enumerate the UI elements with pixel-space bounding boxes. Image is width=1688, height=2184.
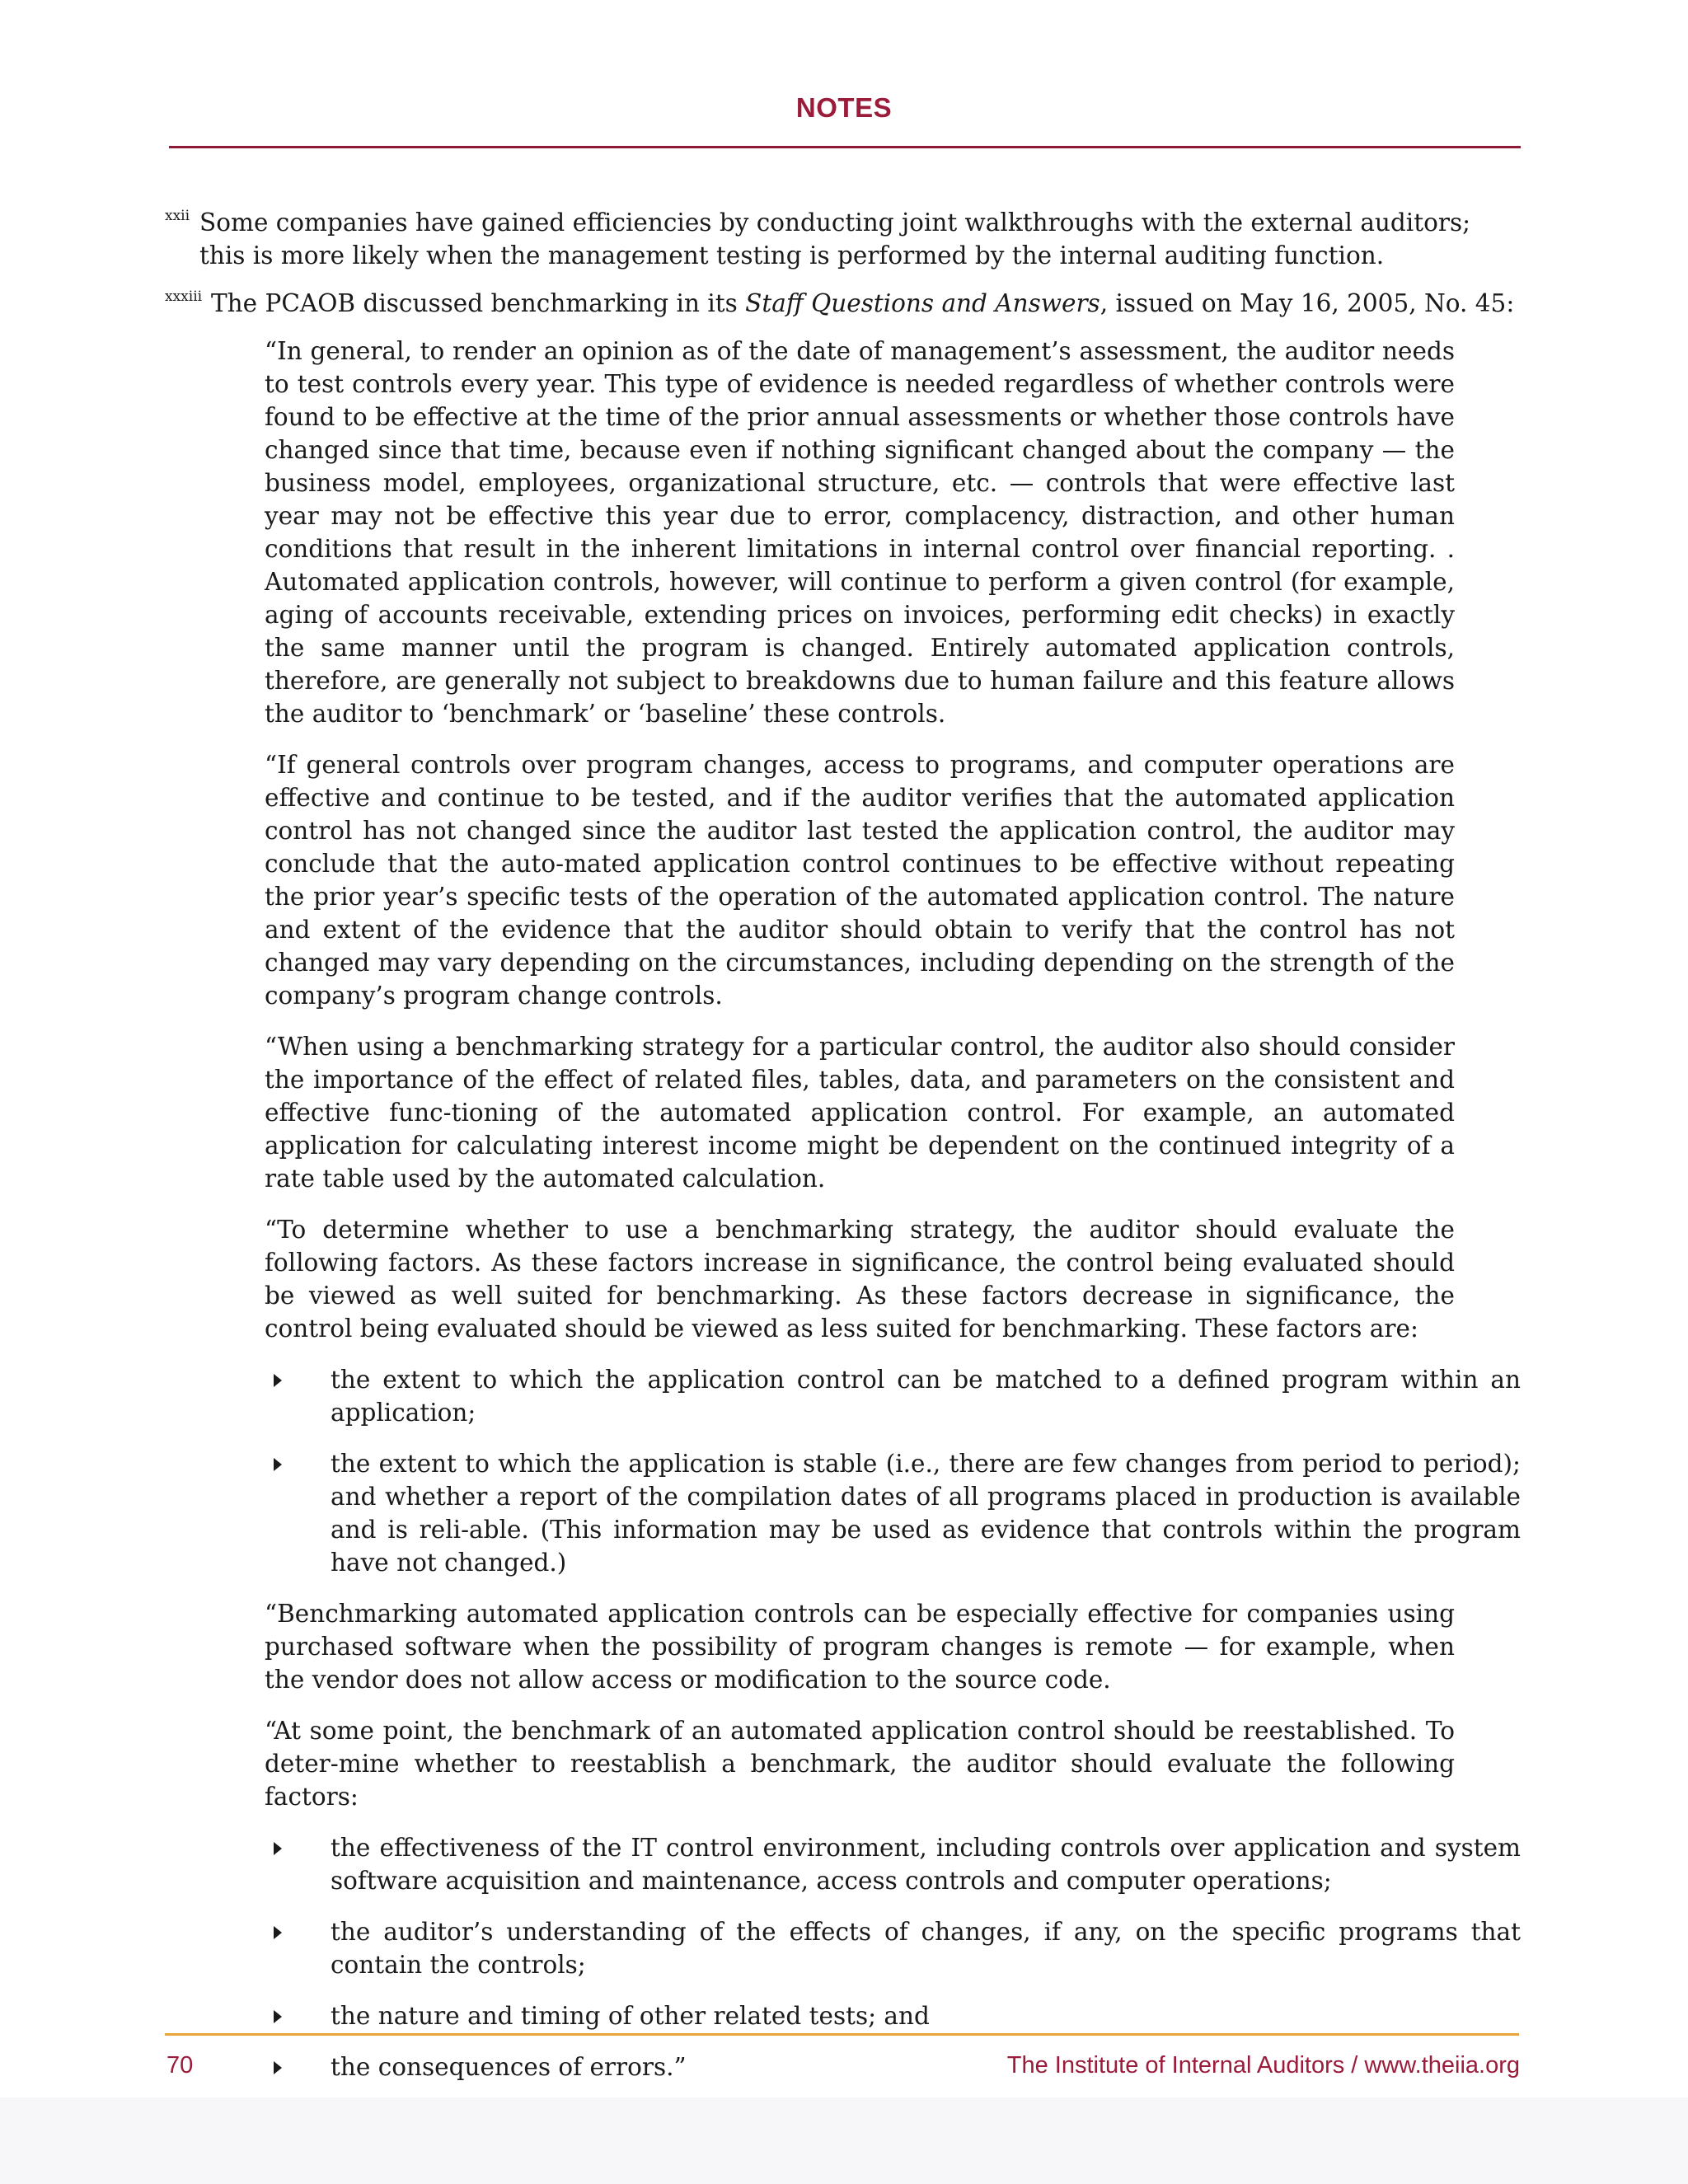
publication-title: Staff Questions and Answers [745,289,1100,317]
header-divider [169,146,1521,148]
quote-paragraph: “If general controls over program changes, access to programs, and computer operations are effective and continue to be tested, and if the auditor verifies that the automated application control has not changed since the auditor last tested the application control, the auditor may conclude that the auto-mated application control continues to be effective without repeating the prior year’s specific tests of the operation of the automated application control. The nature and extent of the evidence that the auditor should obtain to verify that the control has not changed may vary depending on the circumstances, including depending on the strength of the company’s program change controls. [265,751,1455,1010]
quote-paragraph: “Benchmarking automated application controls can be especially effective for companies using purchased software when the possibility of program changes is remote — for example, when the vendor does not allow access or modification to the source code. [265,1600,1455,1694]
list-item [265,1999,1521,2032]
reestablish-factors-list [265,1831,1521,2083]
page-title: NOTES [795,92,893,123]
triangle-bullet-icon [274,1926,282,1939]
triangle-bullet-icon [274,1842,282,1855]
list-item [265,1447,1521,1579]
list-item [265,1831,1521,1897]
footer-divider [165,2033,1519,2036]
note-xxii [165,206,1521,272]
list-item-text: the extent to which the application control can be matched to a defined program within an application; [331,1366,1521,1427]
note-xxxiii [165,287,1521,320]
quote-paragraph: “In general, to render an opinion as of the date of management’s assessment, the auditor needs to test controls every year. This type of evidence is needed regardless of whether controls were found to be effective at the time of the prior annual assessments or whether those controls have changed since that time, because even if nothing significant changed about the company — the business model, employees, organizational structure, etc. — controls that were effective last year may not be effective this year due to error, complacency, distraction, and other human conditions that result in the inherent limitations in internal control over financial reporting. . Automated application controls, however, will continue to perform a given control (for example, aging of accounts receivable, extending prices on invoices, performing edit checks) in exactly the same manner until the program is changed. Entirely automated application controls, therefore, are generally not subject to breakdowns due to human failure and this feature allows the auditor to ‘benchmark’ or ‘baseline’ these controls. [265,337,1455,728]
triangle-bullet-icon [274,1458,282,1471]
note-text [165,287,1521,320]
pcaob-quote [265,335,1521,2083]
footer-source: The Institute of Internal Auditors / www.theiia.org [1006,2052,1520,2079]
triangle-bullet-icon [274,2061,282,2074]
list-item-text: the nature and timing of other related tests; and [331,2002,930,2030]
list-item [265,1363,1521,1429]
note-text-before: The PCAOB discussed benchmarking in its [211,289,746,317]
triangle-bullet-icon [274,1374,282,1387]
note-marker: xxxiii [165,288,203,305]
list-item-text: the consequences of errors.” [331,2053,687,2081]
note-marker: xxii [165,208,190,224]
list-item [265,1915,1521,1981]
list-item-text: the effectiveness of the IT control environment, including controls over application and system software acquisition and maintenance, access controls and computer operations; [331,1834,1521,1895]
note-text-after: , issued on May 16, 2005, No. 45: [1100,289,1515,317]
page-number: 70 [166,2052,194,2079]
bottom-margin [0,2097,1688,2184]
benchmark-factors-list [265,1363,1521,1579]
quote-paragraph: “When using a benchmarking strategy for a particular control, the auditor also should consider the importance of the effect of related files, tables, data, and parameters on the consistent and effective func-tioning of the automated application control. For example, an automated application for calculating interest income might be dependent on the continued integrity of a rate table used by the automated calculation. [265,1033,1455,1193]
note-text: Some companies have gained efficiencies by conducting joint walkthroughs with the external auditors; this is more likely when the management testing is performed by the internal auditing function. [199,209,1471,269]
notes-content [165,206,1521,2102]
quote-paragraph: “To determine whether to use a benchmarking strategy, the auditor should evaluate the following factors. As these factors increase in significance, the control being evaluated should be viewed as well suited for benchmarking. As these factors decrease in significance, the control being evaluated should be viewed as less suited for benchmarking. These factors are: [265,1216,1455,1343]
triangle-bullet-icon [274,2010,282,2023]
list-item-text: the auditor’s understanding of the effects of changes, if any, on the specific programs that contain the controls; [331,1918,1521,1979]
quote-paragraph: “At some point, the benchmark of an automated application control should be reestablished. To deter-mine whether to reestablish a benchmark, the auditor should evaluate the following factors: [265,1717,1455,1811]
list-item-text: the extent to which the application is stable (i.e., there are few changes from period to period); and whether a report of the compilation dates of all programs placed in production is available and is reli-able. (This information may be used as evidence that controls within the program have not changed.) [331,1450,1521,1577]
